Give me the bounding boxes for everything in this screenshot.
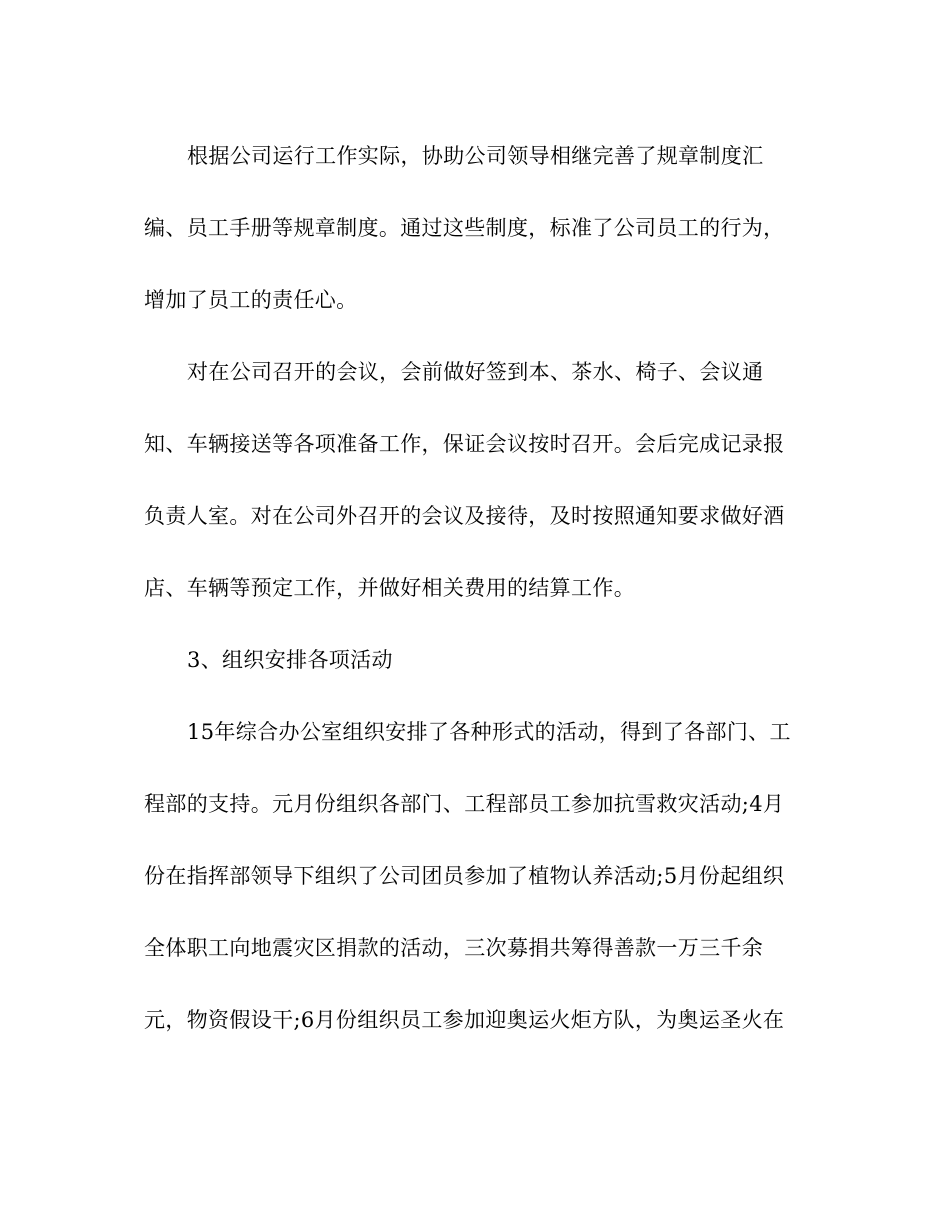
paragraph-1-line-1: 根据公司运行工作实际，协助公司领导相继完善了规章制度汇 bbox=[187, 144, 764, 168]
paragraph-3-line-3: 份在指挥部领导下组织了公司团员参加了植物认养活动;5月份起组织 bbox=[144, 864, 785, 888]
paragraph-2-line-1: 对在公司召开的会议，会前做好签到本、茶水、椅子、会议通 bbox=[187, 360, 764, 384]
section-heading: 3、组织安排各项活动 bbox=[187, 648, 393, 672]
paragraph-2-line-2: 知、车辆接送等各项准备工作，保证会议按时召开。会后完成记录报 bbox=[144, 432, 785, 456]
paragraph-3-line-2: 程部的支持。元月份组织各部门、工程部员工参加抗雪救灾活动;4月 bbox=[144, 792, 785, 816]
paragraph-2-line-4: 店、车辆等预定工作，并做好相关费用的结算工作。 bbox=[144, 576, 636, 600]
paragraph-3-line-1: 15年综合办公室组织安排了各种形式的活动，得到了各部门、工 bbox=[187, 720, 791, 744]
paragraph-1-line-2: 编、员工手册等规章制度。通过这些制度，标准了公司员工的行为， bbox=[144, 216, 785, 240]
paragraph-2-line-3: 负责人室。对在公司外召开的会议及接待，及时按照通知要求做好酒 bbox=[144, 504, 785, 528]
paragraph-3-line-4: 全体职工向地震灾区捐款的活动，三次募捐共筹得善款一万三千余 bbox=[144, 936, 764, 960]
paragraph-3-line-5: 元，物资假设干;6月份组织员工参加迎奥运火炬方队，为奥运圣火在 bbox=[144, 1008, 785, 1032]
paragraph-1-line-3: 增加了员工的责任心。 bbox=[144, 288, 358, 312]
